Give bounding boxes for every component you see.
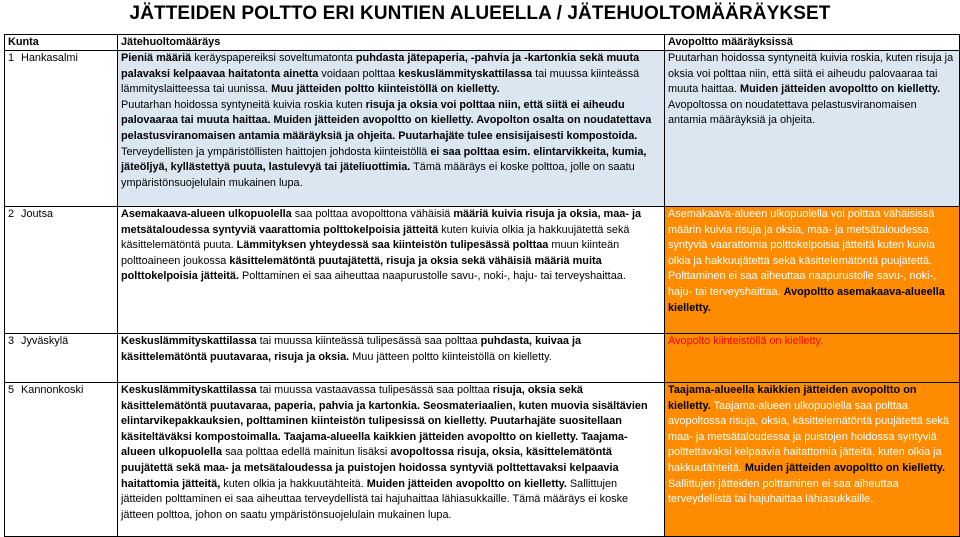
text-run: Avopoltossa on noudatettava pelastusviranomaisen antamia määräyksiä ja ohjeita. xyxy=(668,98,917,127)
row-number: 2 xyxy=(8,208,15,220)
municipality-cell xyxy=(5,383,118,537)
regulation-cell xyxy=(118,383,665,537)
text-run: Puutarhan hoidossa syntyneitä kuivia roskia kuten xyxy=(121,98,366,111)
page-title: JÄTTEIDEN POLTTO ERI KUNTIEN ALUEELLA / JÄTEHUOLTOMÄÄRÄYKSET xyxy=(129,3,831,24)
text-run: keräyspapereiksi soveltumatonta xyxy=(191,52,356,64)
text-run: Muiden jätteiden avopoltto on kielletty. xyxy=(744,461,945,474)
text-run: tai muussa vastaavassa tulipesässä saa polttaa xyxy=(256,384,493,396)
regulation-cell xyxy=(118,207,665,334)
regulations-table xyxy=(4,34,960,537)
text-run: Tämä määräys ei koske polttoa, jolle on saatu ympäristönsuojelulain mukainen lupa. xyxy=(121,161,635,189)
row-number: 3 xyxy=(8,335,15,347)
text-run: Muu jätteen poltto kiinteistöllä on kielletty. xyxy=(349,350,552,363)
text-run: voidaan polttaa xyxy=(318,67,399,80)
row-number: 1 xyxy=(8,52,15,64)
table-row xyxy=(5,383,960,537)
text-run: määriä kuivia risuja ja oksia, maa- ja metsätaloudessa syntyviä vaarattomia polttokelpoisia jätteitä xyxy=(121,208,642,236)
regulation-cell xyxy=(118,51,665,207)
text-run: risuja ja oksia voi polttaa niin, että siitä ei aiheudu palovaaraa tai muuta haittaa. Muiden jätteiden avopoltto on kielletty. Avopolton osalta on noudatettava pelastusviranomaisen antamia määräyksiä ja ohjeita. Puutarhajäte tulee ensisijaisesti kompostoida. xyxy=(121,98,652,142)
municipality-name: Kannonkoski xyxy=(21,384,84,396)
text-run: Muiden jätteiden avopoltto on kielletty. xyxy=(366,477,567,490)
table-row xyxy=(5,207,960,334)
text-run: saa polttaa edellä mainitun lisäksi xyxy=(222,446,391,459)
text-run: Asemakaava-alueen ulkopuolella xyxy=(121,208,292,220)
open-burning-cell xyxy=(665,383,960,537)
text-run: Avopolto kiinteistöllä on kielletty. xyxy=(668,335,824,347)
text-run: tai muussa kiinteässä tulipesässä saa polttaa xyxy=(256,335,481,347)
text-run: käsittelemätöntä puutajätettä, risuja ja oksia sekä vähäisiä määriä muita polttokelpoisia jätteitä. xyxy=(121,254,602,283)
open-burning-cell xyxy=(665,207,960,334)
text-run: Taajama-alueen ulkopuolella saa polttaa avopoltossa risuja, oksia, käsittelemätöntä puujätettä sekä maa- ja metsätaloudessa ja puistojen hoidossa syntyviä polttettavaksi kelpaavia haitattomia jätteitä, kuten olkia ja hakkuutähteitä. xyxy=(668,399,949,474)
text-run: Avopoltto asemakaava-alueella kielletty. xyxy=(668,285,945,314)
text-run: Keskuslämmityskattilassa xyxy=(121,384,257,396)
header-municipality: Kunta xyxy=(5,35,118,51)
text-run: avopoltossa risuja, oksia, käsittelemätöntä puujätettä sekä maa- ja metsätaloudessa ja puistojen hoidossa syntyviä polttettavaksi kelpaavia haitattomia jätteitä, xyxy=(121,446,619,490)
text-run: kuten olkia ja hakkuutähteitä. xyxy=(220,477,367,490)
municipality-name: Hankasalmi xyxy=(21,52,78,64)
text-run: Asemakaava-alueen ulkopuolella voi polttaa vähäisissä määrin kuivia risuja ja oksia, maa- ja metsätaloudessa syntyviä vaarattomia polttokelpoisia jätteitä kuten kuivia olkia ja hakkuujätettä sekä käsittelemätöntä puujätettä. Polttaminen ei saa aiheuttaa naapurustolle savu-, noki-, haju- tai terveyshaittaa. xyxy=(668,208,937,298)
text-run: Terveydellisten ja ympäristöllisten haittojen johdosta kiinteistöllä xyxy=(121,145,431,158)
text-run: Puutarhan hoidossa syntyneitä kuivia roskia, kuten risuja ja oksia voi polttaa niin, että siitä ei aiheudu palovaaraa tai muuta haittaa. xyxy=(668,52,954,96)
text-run: tai muussa kiinteässä lämmityslaitteessa tai uunissa. xyxy=(121,67,640,96)
municipality-cell xyxy=(5,207,118,334)
text-run: saa polttaa avopolttona vähäisiä xyxy=(291,208,454,220)
text-run: Muu jätteiden poltto kiinteistöllä on kielletty. xyxy=(271,83,500,96)
regulation-cell xyxy=(118,334,665,383)
header-regulation: Jätehuoltomääräys xyxy=(118,35,665,51)
text-run: Polttaminen ei saa aiheuttaa naapurustolle savu-, noki-, haju- tai terveyshaittaa. xyxy=(239,270,626,283)
text-run: Keskuslämmityskattilassa xyxy=(121,335,257,347)
text-run: puhdasta jätepaperia, -pahvia ja -kartonkia sekä muuta palavaksi kelpaavaa haitatonta ainetta xyxy=(121,52,640,80)
municipality-cell xyxy=(5,334,118,383)
text-run: Sallittujen jätteiden polttaminen ei saa aiheuttaa terveydellistä tai hajuhaittaa lähiasukkaille. Tämä määräys ei koske jätteen polttoa, johon on saatu ympäristönsuojelulain mukainen lupa. xyxy=(121,477,629,521)
open-burning-cell xyxy=(665,334,960,383)
table-row xyxy=(5,334,960,383)
text-run: ei saa polttaa esim. elintarvikkeita, kumia, jäteöljyä, kyllästettyä puuta, lastulevyä tai jäteliuottimia. xyxy=(121,145,647,174)
text-run: risuja, oksia sekä käsittelemätöntä puutavaraa, paperia, pahvia ja kartonkia. Seosmateriaalien, kuten muovia sisältävien elintarvikepakkauksien, polttaminen kiinteistön tulipesissä on kielletty. Puutarhajäte suositellaan käsiteltäväksi kompostoimalla. Taajama-alueella kaikkien jätteiden avopoltto on kielletty. Taajama-alueen ulkopuolella xyxy=(121,384,648,459)
table-row xyxy=(5,51,960,207)
municipality-name: Jyväskylä xyxy=(21,335,69,347)
text-run: Lämmityksen yhteydessä saa kiinteistön tulipesässä polttaa xyxy=(236,239,549,252)
text-run: keskuslämmityskattilassa xyxy=(398,67,533,80)
text-run: puhdasta, kuivaa ja käsittelemätöntä puutavaraa, risuja ja oksia. xyxy=(121,335,582,363)
text-run: Sallittujen jätteiden polttaminen ei saa aiheuttaa terveydellistä tai hajuhaittaa lähiasukkaille. xyxy=(668,477,899,506)
row-number: 5 xyxy=(8,384,15,396)
municipality-name: Joutsa xyxy=(21,208,54,220)
municipality-cell xyxy=(5,51,118,207)
header-row xyxy=(5,35,960,51)
header-open-burning: Avopoltto määräyksissä xyxy=(665,35,960,51)
text-run: Muiden jätteiden avopoltto on kielletty. xyxy=(740,83,941,96)
text-run: kuten kuivia olkia ja hakkuujätettä sekä käsittelemätöntä puuta. xyxy=(121,223,630,252)
text-run: muun kiinteän polttoaineen joukossa xyxy=(121,239,620,267)
text-run: Pieniä määriä xyxy=(121,52,192,64)
open-burning-cell xyxy=(665,51,960,207)
text-run: Taajama-alueella kaikkien jätteiden avopoltto on kielletty. xyxy=(668,384,917,412)
